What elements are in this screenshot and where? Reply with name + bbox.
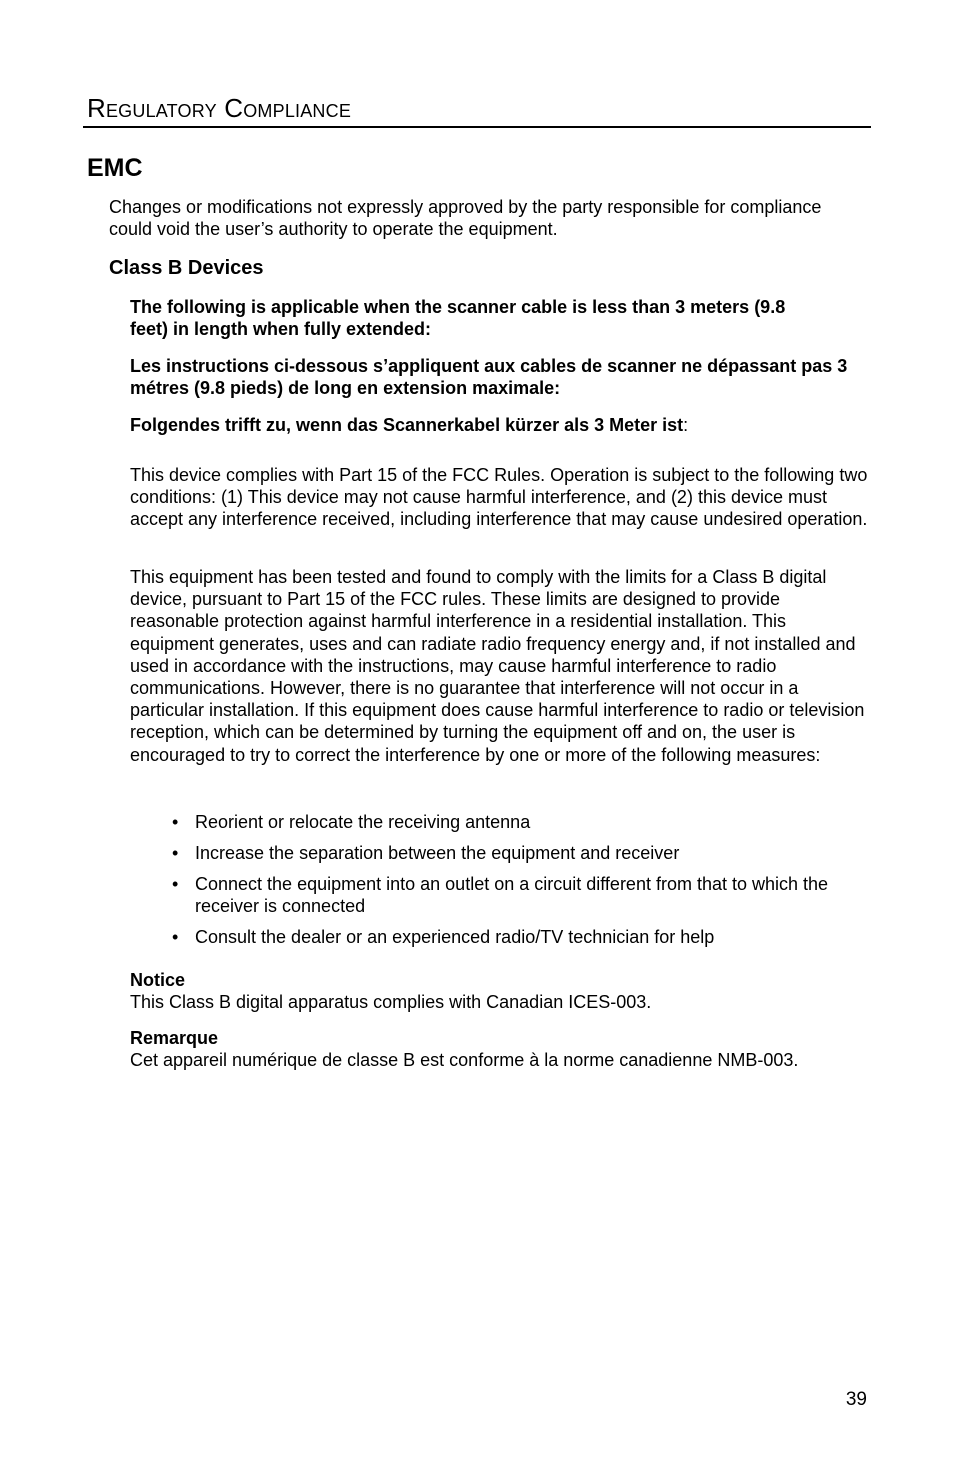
bullet-icon: •	[172, 874, 179, 894]
chapter-title-rule	[83, 126, 871, 128]
emc-intro-paragraph: Changes or modifications not expressly approved by the party responsible for compliance could void the user’s authority to operate the equipment.	[109, 197, 822, 240]
notice-label: Notice	[130, 970, 186, 990]
list-item	[130, 926, 860, 948]
chapter-title: Regulatory Compliance	[87, 93, 352, 123]
page-number: 39	[845, 1389, 867, 1410]
measure-text: Increase the separation between the equipment and receiver	[195, 843, 680, 863]
list-item	[130, 873, 860, 917]
applicability-german-text: Folgendes trifft zu, wenn das Scannerkabel kürzer als 3 Meter ist	[130, 415, 684, 435]
notice-text: This Class B digital apparatus complies with Canadian ICES-003.	[130, 992, 652, 1012]
measure-text: Consult the dealer or an experienced radio/TV technician for help	[195, 927, 715, 948]
applicability-german	[130, 414, 870, 436]
list-item	[130, 842, 860, 864]
list-item	[130, 811, 860, 833]
fcc-part15-conditions-paragraph: This device complies with Part 15 of the FCC Rules. Operation is subject to the following two conditions: (1) This device may not cause harmful interference, and (2) this device must accept any interference received, including interference that may cause undesired operation.	[130, 465, 868, 530]
fcc-class-b-limits-paragraph: This equipment has been tested and found to comply with the limits for a Class B digital device, pursuant to Part 15 of the FCC rules. These limits are designed to provide reasonable protection against harmful interference in a residential installation. This equipment generates, uses and can radiate radio frequency energy and, if not installed and used in accordance with the instructions, may cause harmful interference to radio communications. However, there is no guarantee that interference will not occur in a particular installation. If this equipment does cause harmful interference to radio or television reception, which can be determined by turning the equipment off and on, the user is encouraged to try to correct the interference by one or more of the following measures:	[130, 567, 865, 765]
applicability-german-colon: :	[683, 415, 689, 435]
bullet-icon: •	[172, 843, 179, 863]
bullet-icon: •	[172, 812, 179, 832]
measure-text: Reorient or relocate the receiving antenna	[195, 812, 531, 832]
remarque-label: Remarque	[130, 1028, 219, 1048]
section-heading-emc: EMC	[87, 154, 143, 182]
interference-measures-list	[130, 811, 860, 957]
bullet-icon: •	[172, 927, 179, 948]
applicability-french: Les instructions ci-dessous s’appliquent aux cables de scanner ne dépassant pas 3 métres (9.8 pieds) de long en extension maximale:	[130, 356, 848, 399]
applicability-english: The following is applicable when the scanner cable is less than 3 meters (9.8 feet) in length when fully extended:	[130, 297, 786, 340]
measure-text: Connect the equipment into an outlet on a circuit different from that to which the receiver is connected	[195, 874, 829, 917]
remarque-text: Cet appareil numérique de classe B est conforme à la norme canadienne NMB-003.	[130, 1050, 799, 1070]
class-b-devices-heading: Class B Devices	[109, 257, 264, 279]
